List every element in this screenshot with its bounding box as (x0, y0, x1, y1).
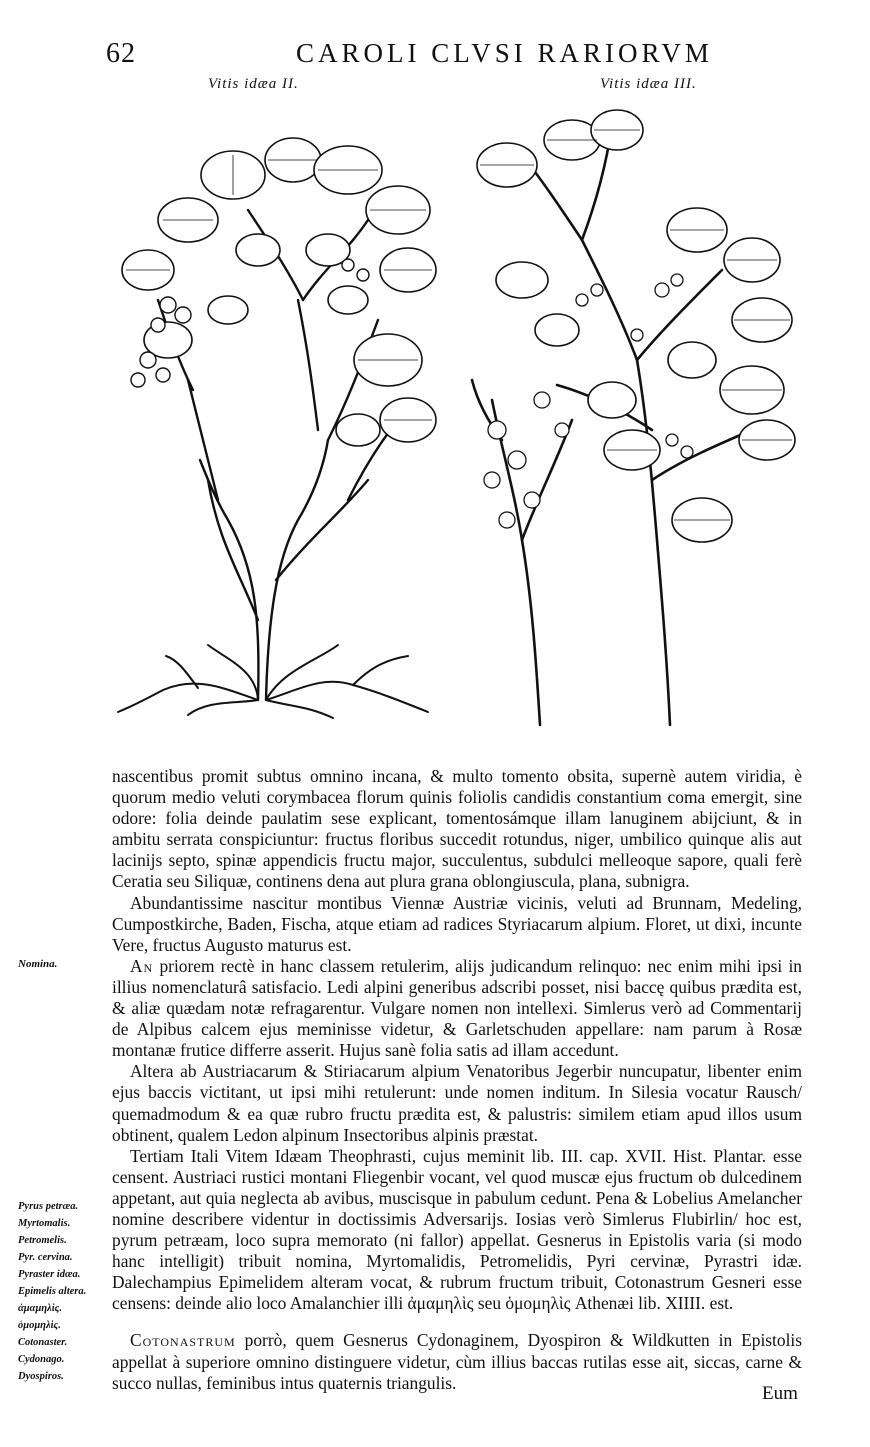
roots (118, 645, 428, 718)
paragraph-cotonastrum (112, 1330, 802, 1393)
lead-word-cotonastrum: Cotonastrum (130, 1330, 236, 1351)
left-plate-caption: Vitis idæa II. (208, 76, 299, 92)
margin-synonym: Cydonago. (18, 1354, 65, 1365)
margin-synonym: Dyospiros. (18, 1371, 64, 1382)
paragraph-habitat: Abundantissime nascitur montibus Viennæ Austriæ vicinis, veluti ad Brunnam, Medeling, Cumpostkirche, Baden, Fischa, atque etiam ad radices Styriacarum alpium. Floret, ut dixi, incunte Vere, fructus Augusto maturus est. (112, 892, 802, 955)
margin-synonym: Pyr. cervina. (18, 1252, 73, 1263)
stems (158, 210, 398, 700)
margin-note-nomina: Nomina. (18, 958, 58, 970)
margin-synonym: Pyrus petræa. (18, 1201, 79, 1212)
paragraph-cotonastrum-text: porrò, quem Gesnerus Cydonaginem, Dyospiron & Wildkutten in Epistolis appellat à superiore omnino distinguere videtur, cùm illius baccas rutilas esse ait, siccas, carne & succo nullas, feminibus intus quaternis triangulis. (112, 1330, 802, 1393)
margin-synonym: Epimelis altera. (18, 1286, 87, 1297)
body-text (112, 766, 802, 1394)
margin-synonym: Pyraster idæa. (18, 1269, 81, 1280)
page-number: 62 (106, 38, 136, 69)
catchword: Eum (762, 1383, 798, 1404)
leaves (122, 138, 436, 446)
paragraph-nomina-text: priorem rectè in hanc classem retulerim, alijs judicandum relinquo: nec enim mihi ipsi in illius nomenclaturâ satisfacio. Ledi alpini generibus adscribi posset, nisi baccę quibus prædita est, & aliæ quædam notæ refragarentur. Vulgare nomen non intellexi. Simlerus verò ad Commentarij de Alpibus calcem ejus meminisse videtur, & Garletschuden appellare: nam parum à Rosæ montanæ frutice differre asserit. Hujus sanè folia satis ad illam accedunt. (112, 955, 802, 1061)
leaves (477, 110, 795, 542)
paragraph-tertiam: Tertiam Itali Vitem Idæam Theophrasti, cujus meminit lib. III. cap. XVII. Hist. Plantar. esse censent. Austriaci rustici montani Fliegenbir vocant, vel quod muscæ ejus fructum ob dulcedinem appetant, aut quia neglecta ab avibus, muscisque in pabulum cedunt. Pena & Lobelius Amelancher nomine describere videntur in doctissimis Adversarijs. Iosias verò Simlerus Flubirlin/ hoc est, pyrum petræam, loco supra memorato (ni fallor) appellat. Gesnerus in Epistolis varia (si modo hanc intelligit) tribuit nomina, Myrtomalidis, Petromelidis, Pyri cervinæ, Pyrastri idæ. Dalechampius Epimelidem alteram vocat, & rubrum fructum tribuit, Cotonastrum Gesneri esse censens: deinde alio loco Amalanchier illi ἀμαμηλὶς seu ὁμομηλὶς Athenæi lib. XIIII. est. (112, 1145, 802, 1314)
paragraph-altera: Altera ab Austriacarum & Stiriacarum alpium Venatoribus Jegerbir nuncupatur, libenter enim ejus baccis victitant, ut ipsi mihi retulerunt: unde nomen inditum. In Silesia vocatur Rausch/ quemadmodum & ea quæ rubro fructu prædita est, & palustris: similem etiam apud illos usum obtinent, qualem Ledon alpinum Insectoribus alpinis præstat. (112, 1061, 802, 1145)
vitis-idaea-ii-woodcut (108, 100, 448, 720)
lead-word-an: An (130, 955, 154, 976)
margin-synonym: Petromelis. (18, 1235, 67, 1246)
margin-synonym: Cotonaster. (18, 1337, 68, 1348)
paragraph-nomina (112, 956, 802, 1061)
margin-synonym: Myrtomalis. (18, 1218, 71, 1229)
running-title: CAROLI CLVSI RARIORVM (296, 38, 713, 68)
paragraph-description: nascentibus promit subtus omnino incana, & multo tomento obsita, supernè autem viridia, è quorum medio veluti corymbacea florum quinis foliolis candidis constantium coma emergit, sine odore: folia deinde paulatim sese explicant, tomentosámque illam lanuginem abijciunt, & in ambitu serrata conspiciuntur: fructus floribus succedit rotundus, niger, umbilico quinque alis aut lacinijs septo, spinæ appendicis fructu major, succulentus, subdulci melleoque sapore, quali ferè Ceratia seu Siliquæ, continens dena aut plura grana oblongiuscula, plana, subnigra. (112, 766, 802, 892)
margin-synonym: ὁμομηλὶς. (18, 1320, 61, 1331)
vitis-idaea-iii-woodcut (462, 100, 802, 730)
right-plate-caption: Vitis idæa III. (600, 76, 697, 92)
margin-synonym: ἀμαμηλὶς. (18, 1303, 62, 1314)
margin-synonyms (18, 1198, 104, 1385)
